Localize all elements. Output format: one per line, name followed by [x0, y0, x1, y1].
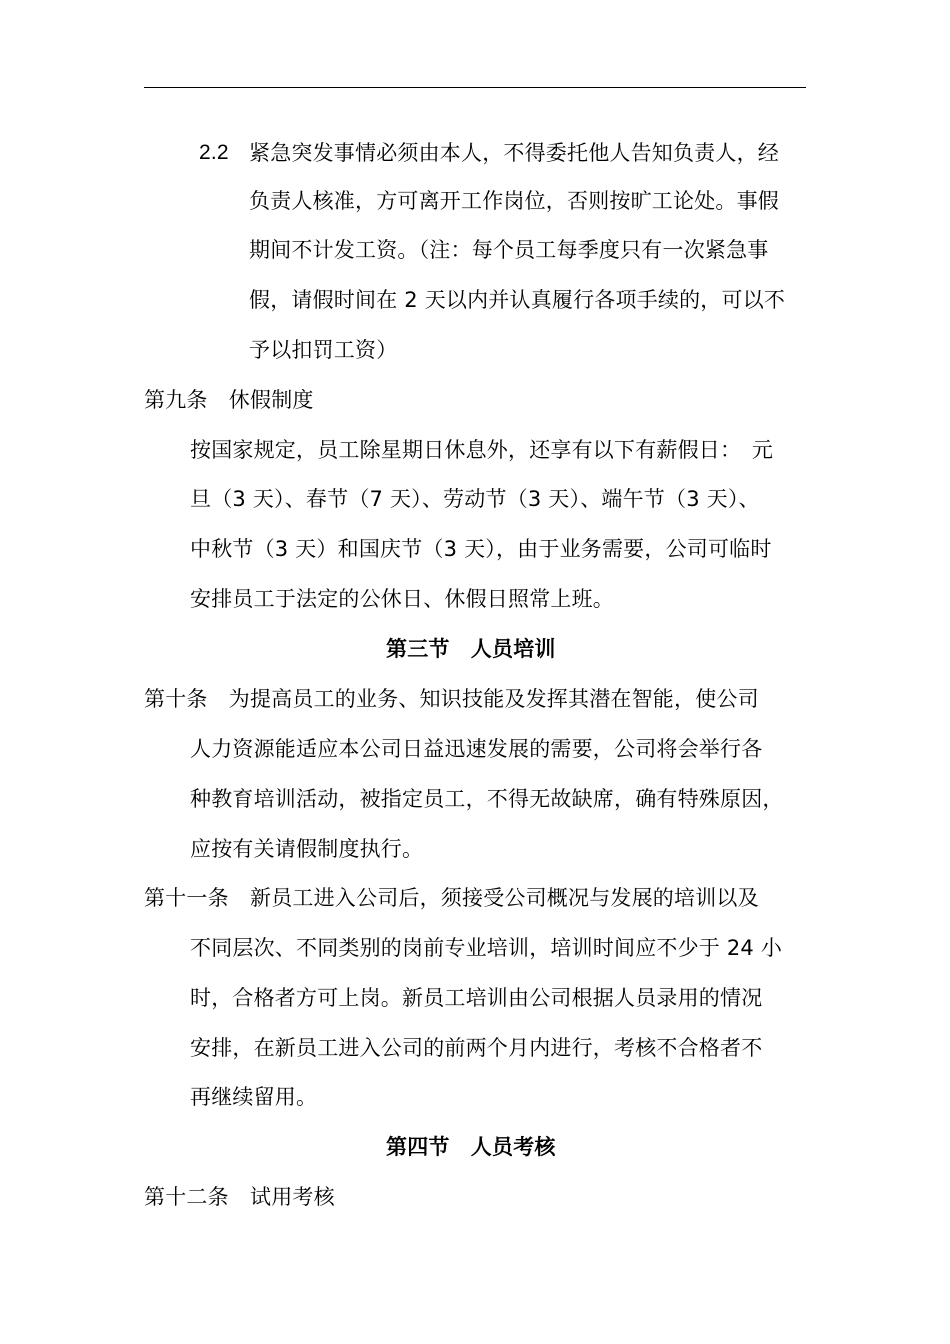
article-9-line-1: 按国家规定，员工除星期日休息外，还享有以下有薪假日： 元 — [190, 438, 774, 462]
item-line-1: 紧急突发事情必须由本人，不得委托他人告知负责人，经 — [249, 141, 779, 165]
article-10-line-3: 种教育培训活动，被指定员工，不得无故缺席，确有特殊原因， — [190, 787, 784, 811]
article-9-heading: 第九条 休假制度 — [144, 388, 314, 412]
article-11-line-5: 再继续留用。 — [190, 1085, 318, 1109]
item-line-5: 予以扣罚工资） — [249, 338, 398, 362]
article-11-line-3: 时，合格者方可上岗。新员工培训由公司根据人员录用的情况 — [190, 986, 763, 1010]
article-9-line-3: 中秋节（3 天）和国庆节（3 天），由于业务需要，公司可临时 — [190, 537, 772, 561]
item-line-3: 期间不计发工资。（注：每个员工每季度只有一次紧急事 — [249, 238, 769, 262]
article-11-line-1: 第十一条 新员工进入公司后，须接受公司概况与发展的培训以及 — [144, 886, 759, 910]
article-12-heading: 第十二条 试用考核 — [144, 1185, 335, 1209]
section-4-title: 第四节 人员考核 — [386, 1135, 556, 1159]
article-10-line-2: 人力资源能适应本公司日益迅速发展的需要，公司将会举行各 — [190, 737, 763, 761]
item-number: 2.2 — [199, 141, 229, 164]
article-9-line-4: 安排员工于法定的公休日、休假日照常上班。 — [190, 587, 614, 611]
item-line-4: 假，请假时间在 2 天以内并认真履行各项手续的，可以不 — [249, 288, 786, 312]
article-10-line-4: 应按有关请假制度执行。 — [190, 837, 424, 861]
section-3-title: 第三节 人员培训 — [386, 637, 556, 661]
header-rule — [144, 87, 806, 88]
article-11-line-2: 不同层次、不同类别的岗前专业培训，培训时间应不少于 24 小 — [190, 936, 783, 960]
article-9-line-2: 旦（3 天）、春节（7 天）、劳动节（3 天）、端午节（3 天）、 — [190, 487, 760, 511]
item-line-2: 负责人核准，方可离开工作岗位，否则按旷工论处。事假 — [249, 189, 779, 213]
article-11-line-4: 安排，在新员工进入公司的前两个月内进行，考核不合格者不 — [190, 1036, 763, 1060]
article-10-line-1: 第十条 为提高员工的业务、知识技能及发挥其潜在智能，使公司 — [144, 687, 759, 711]
